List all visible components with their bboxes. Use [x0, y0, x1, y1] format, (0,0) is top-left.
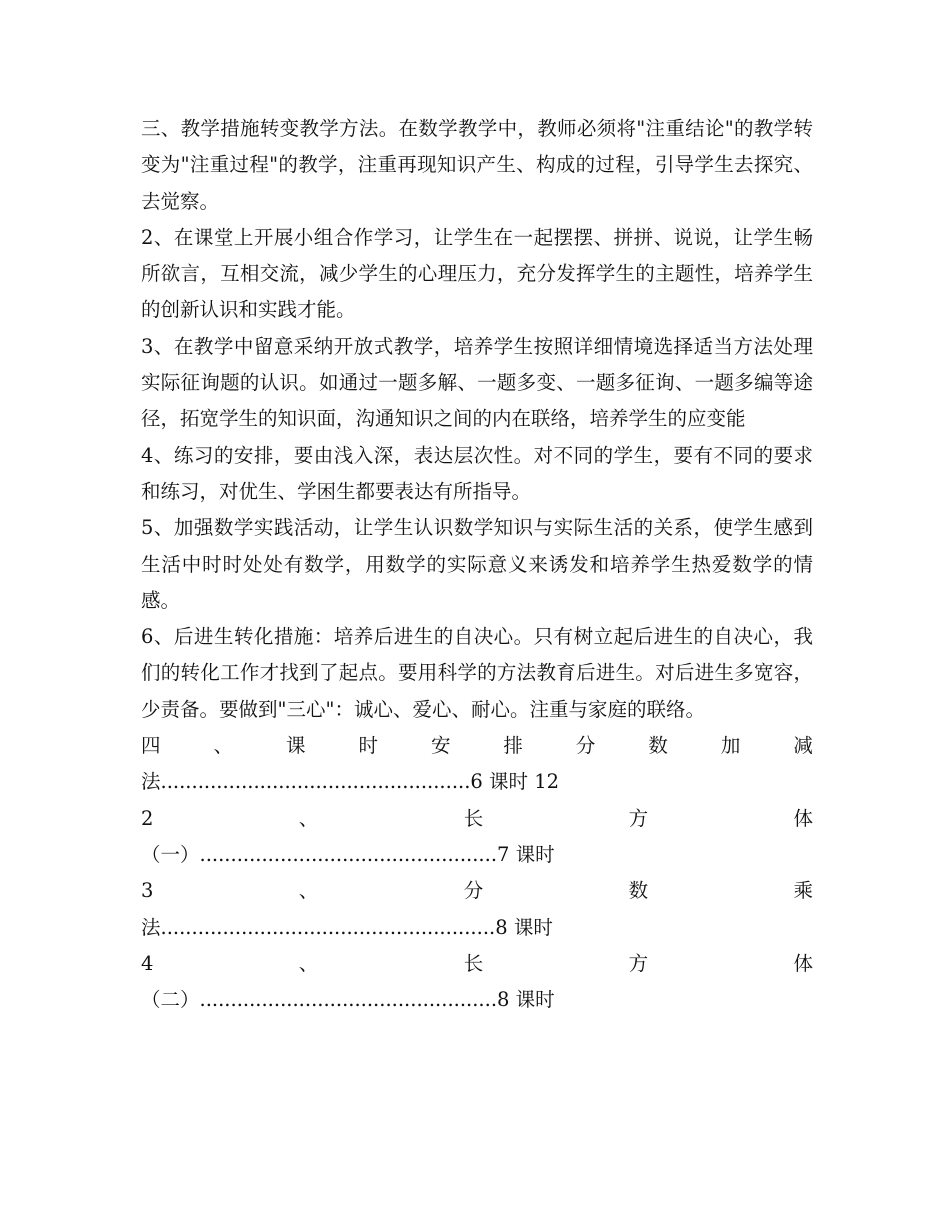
spread-char: 体	[793, 806, 813, 830]
schedule-leader-line: （二）................................................8 课时	[141, 988, 555, 1012]
spread-char: 4	[141, 951, 154, 975]
schedule-line-spread	[141, 946, 813, 982]
spread-char: 时	[358, 734, 378, 758]
spread-char: 、	[298, 806, 319, 830]
spread-char: 数	[648, 734, 668, 758]
spread-char: 方	[628, 806, 649, 830]
spread-char: 减	[793, 734, 813, 758]
spread-char: 加	[720, 734, 741, 758]
schedule-section	[141, 728, 813, 1018]
spread-char: 、	[213, 734, 233, 758]
paragraph-item-3: 3、在教学中留意采纳开放式教学，培养学生按照详细情境选择适当方法处理实际征询题的认识。如通过一题多解、一题多变、一题多征询、一题多编等途径，拓宽学生的知识面，沟通知识之间的内在联络，培养学生的应变能	[141, 334, 813, 431]
schedule-leader-line: （一）................................................7 课时	[141, 842, 555, 866]
paragraph-item-6: 6、后进生转化措施：培养后进生的自决心。只有树立起后进生的自决心，我们的转化工作才找到了起点。要用科学的方法教育后进生。对后进生多宽容，少责备。要做到"三心"：诚心、爱心、耐心。注重与家庭的联络。	[141, 625, 813, 721]
spread-char: 长	[463, 806, 484, 830]
spread-char: 、	[298, 879, 319, 903]
spread-char: 、	[298, 951, 319, 975]
spread-char: 分	[575, 734, 596, 758]
spread-char: 四	[141, 734, 161, 758]
spread-char: 长	[463, 951, 484, 975]
schedule-line-spread	[141, 873, 813, 909]
schedule-line-spread	[141, 801, 813, 837]
spread-char: 体	[793, 951, 813, 975]
spread-char: 方	[628, 951, 649, 975]
paragraph-item-4: 4、练习的安排，要由浅入深，表达层次性。对不同的学生，要有不同的要求和练习，对优生、学困生都要表达有所指导。	[141, 443, 813, 503]
spread-char: 乘	[793, 879, 813, 903]
schedule-leader-line: 法......................................................8 课时	[141, 915, 553, 939]
spread-char: 数	[628, 879, 649, 903]
spread-char: 排	[503, 734, 523, 758]
schedule-line-spread	[141, 728, 813, 764]
spread-char: 3	[141, 879, 154, 903]
spread-char: 分	[463, 879, 484, 903]
document-body	[141, 111, 813, 1018]
spread-char: 2	[141, 806, 154, 830]
paragraph-item-5: 5、加强数学实践活动，让学生认识数学知识与实际生活的关系，使学生感到生活中时时处处有数学，用数学的实际意义来诱发和培养学生热爱数学的情感。	[141, 516, 813, 612]
schedule-leader-line: 法..................................................6 课时 12	[141, 770, 560, 794]
spread-char: 课	[285, 734, 306, 758]
paragraph-teaching-measures: 三、教学措施转变教学方法。在数学教学中，教师必须将"注重结论"的教学转变为"注重过程"的教学，注重再现知识产生、构成的过程，引导学生去探究、去觉察。	[141, 117, 813, 213]
spread-char: 安	[430, 734, 451, 758]
paragraph-item-2: 2、在课堂上开展小组合作学习，让学生在一起摆摆、拼拼、说说，让学生畅所欲言，互相交流，减少学生的心理压力，充分发挥学生的主题性，培养学生的创新认识和实践才能。	[141, 225, 813, 322]
